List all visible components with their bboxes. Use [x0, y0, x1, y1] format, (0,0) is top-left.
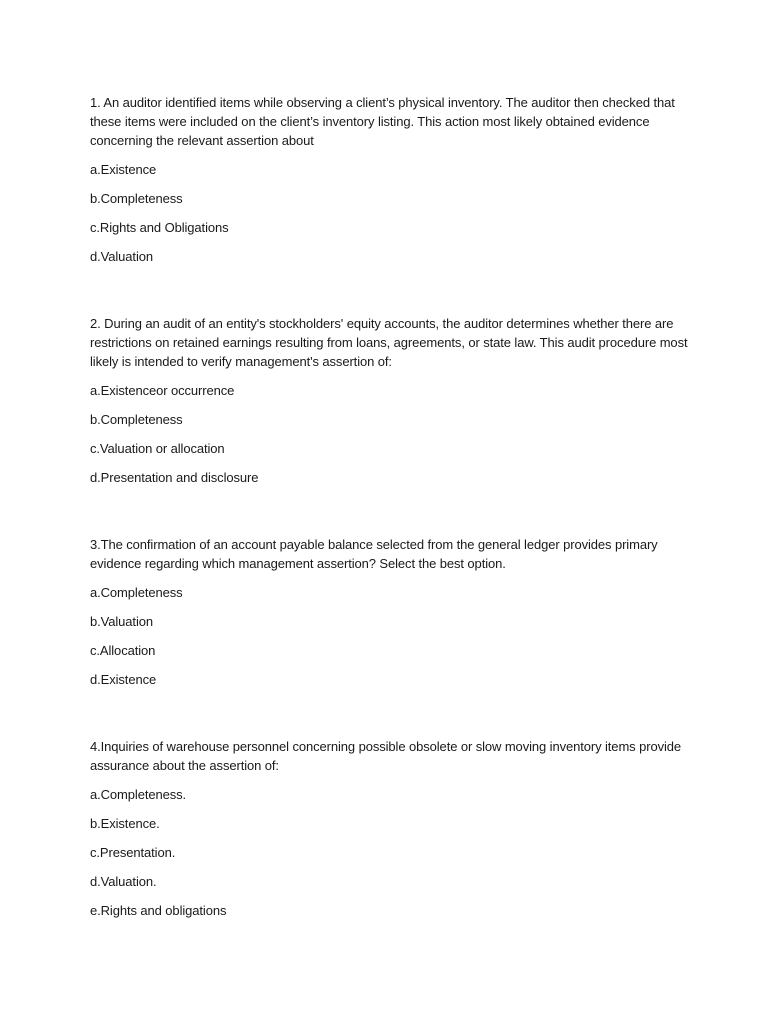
question-4 — [90, 737, 690, 920]
option-c: c.Presentation. — [90, 845, 176, 860]
option-a: a.Completeness — [90, 585, 183, 600]
question-1 — [90, 93, 690, 266]
question-stem: 3.The confirmation of an account payable balance selected from the general ledger provides primary evidence regarding which management assertion? Select the best option. — [90, 537, 658, 571]
document-page — [90, 93, 690, 968]
question-stem: 1. An auditor identified items while observing a client’s physical inventory. The auditor then checked that these items were included on the client’s inventory listing. This action most likely obtained evidence concerning the relevant assertion about — [90, 95, 675, 148]
option-d: d.Valuation. — [90, 874, 157, 889]
option-d: d.Existence — [90, 672, 157, 687]
question-2 — [90, 314, 690, 487]
option-a: a.Completeness. — [90, 787, 187, 802]
option-b: b.Completeness — [90, 191, 183, 206]
option-b: b.Existence. — [90, 816, 160, 831]
option-b: b.Completeness — [90, 412, 183, 427]
question-stem: 2. During an audit of an entity's stockholders' equity accounts, the auditor determines whether there are restrictions on retained earnings resulting from loans, agreements, or state law. This audit procedure most likely is intended to verify management's assertion of: — [90, 316, 688, 369]
option-c: c.Rights and Obligations — [90, 220, 229, 235]
option-a: a.Existenceor occurrence — [90, 383, 235, 398]
question-stem: 4.Inquiries of warehouse personnel concerning possible obsolete or slow moving inventory items provide assurance about the assertion of: — [90, 739, 682, 773]
option-b: b.Valuation — [90, 614, 153, 629]
question-3 — [90, 535, 690, 689]
option-d: d.Presentation and disclosure — [90, 470, 259, 485]
option-a: a.Existence — [90, 162, 157, 177]
option-c: c.Allocation — [90, 643, 156, 658]
option-c: c.Valuation or allocation — [90, 441, 225, 456]
option-d: d.Valuation — [90, 249, 153, 264]
option-e: e.Rights and obligations — [90, 903, 227, 918]
